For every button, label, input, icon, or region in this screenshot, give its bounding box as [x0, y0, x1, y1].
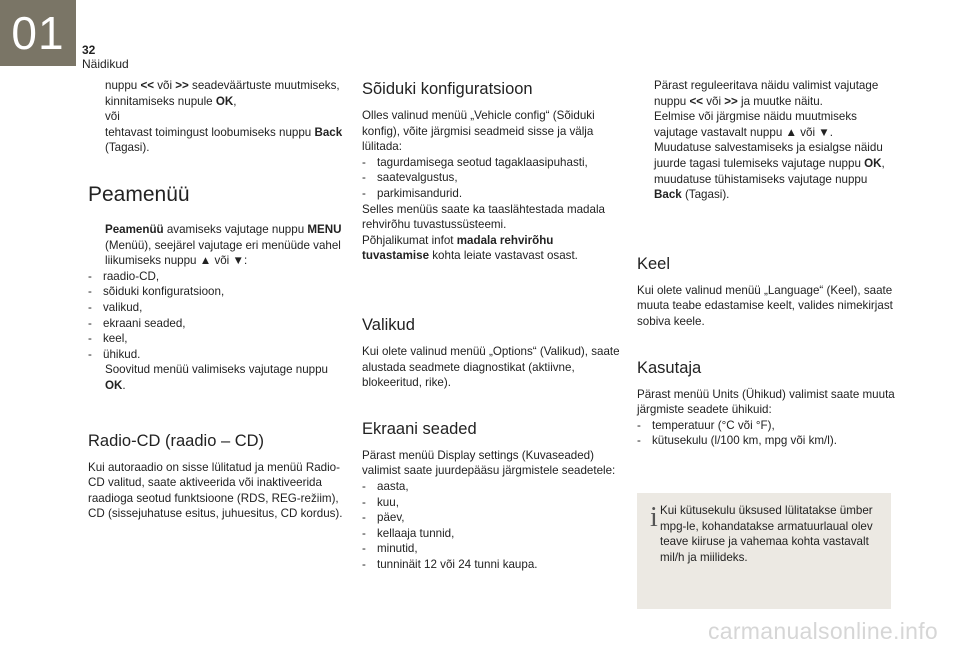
paragraph: Kui autoraadio on sisse lülitatud ja menüü Radio-CD valitud, saate aktiveerida või inaktiveerida raadioga seotud funktsioone (RDS, REG-režiim), CD (sissejuhatuse esitus, juhuesitus, CD kordus).: [88, 460, 343, 521]
paragraph: Pärast menüü Units (Ühikud) valimist saate muuta järgmiste seadete ühikuid:: [637, 387, 895, 417]
info-text: Kui kütusekulu üksused lülitatakse ümber mpg-le, kohandatakse armatuurlaual olev teave kiiruse ja vahemaa kohta vastavalt mil/h ja miilideks.: [660, 504, 873, 564]
list-item: - saatevalgustus,: [362, 171, 458, 185]
list-item: - tagurdamisega seotud tagaklaasipuhasti,: [362, 155, 588, 169]
paragraph: Olles valinud menüü „Vehicle config“ (Sõiduki konfig), võite järgmisi seadmeid sisse ja välja lülitada:: [362, 109, 595, 154]
forward-icon: >>: [724, 94, 738, 108]
list-item: - parkimisandurid.: [362, 186, 463, 200]
list-item: - päev,: [362, 511, 405, 525]
up-arrow-icon: ▲: [199, 254, 212, 268]
chapter-number: 01: [11, 7, 65, 59]
heading-ekraani-seaded: Ekraani seaded: [362, 419, 477, 438]
list-item: - keel,: [88, 332, 128, 346]
heading-peamenuu: Peamenüü: [88, 182, 190, 206]
forward-icon: >>: [175, 79, 189, 92]
column-1: [88, 78, 343, 522]
down-arrow-icon: ▼: [232, 254, 244, 268]
bullet-item: Soovitud menüü valimiseks vajutage nuppu OK.: [105, 363, 328, 392]
up-arrow-icon: ▲: [785, 125, 797, 139]
list-item: - aasta,: [362, 479, 409, 493]
column-3: [637, 78, 895, 449]
paragraph: Kui olete valinud menüü „Language“ (Keel), saate muuta teabe edastamise keelt, valides nimekirjast sobiva keele.: [637, 283, 893, 328]
heading-vehicle-config: Sõiduki konfiguratsioon: [362, 80, 533, 98]
list-item: - kuu,: [362, 495, 399, 509]
heading-valikud: Valikud: [362, 315, 415, 334]
rewind-icon: <<: [140, 79, 155, 92]
bullet-item: nuppu << või >> seadeväärtuste muutmiseks,: [105, 79, 340, 92]
list-item: - raadio-CD,: [88, 269, 160, 283]
list-item: - temperatuur (°C või °F),: [637, 418, 775, 432]
list-item: - ühikud.: [88, 347, 141, 361]
column-2: [362, 78, 620, 572]
paragraph: Põhjalikumat infot madala rehvirõhu tuvastamise kohta leiate vastavast osast.: [362, 233, 578, 263]
section-title: Näidikud: [82, 57, 129, 71]
list-item: - ekraani seaded,: [88, 316, 186, 330]
page-number: 32: [82, 43, 96, 57]
heading-keel: Keel: [637, 254, 671, 273]
info-icon: i: [650, 502, 658, 533]
text-line: või: [105, 110, 120, 124]
bullet-item: kinnitamiseks nupule OK,: [105, 94, 237, 108]
bullet-item: tehtavast toimingust loobumiseks nuppu Back (Tagasi).: [105, 125, 343, 155]
list-item: - kütusekulu (l/100 km, mpg või km/l).: [637, 434, 837, 448]
list-item: - kellaaja tunnid,: [362, 526, 455, 540]
list-item: - tunninäit 12 või 24 tunni kaupa.: [362, 557, 538, 571]
bullet-item: Peamenüü avamiseks vajutage nuppu MENU (Menüü), seejärel vajutage eri menüüde vahel liikumiseks nuppu ▲ või ▼:: [105, 222, 342, 268]
info-box: [637, 493, 891, 609]
list-item: - sõiduki konfiguratsioon,: [88, 285, 225, 299]
paragraph: Pärast menüü Display settings (Kuvaseaded) valimist saate juurdepääsu järgmistele seadetele:: [362, 448, 616, 478]
paragraph: Kui olete valinud menüü „Options“ (Valikud), saate alustada seadmete diagnostikat (aktiivne, blokeeritud, rike).: [362, 344, 620, 390]
watermark: carmanualsonline.info: [707, 618, 938, 644]
list-item: - valikud,: [88, 300, 143, 314]
list-item: - minutid,: [362, 542, 418, 556]
rewind-icon: <<: [689, 94, 704, 108]
paragraph: Selles menüüs saate ka taaslähtestada madala rehvirõhu tuvastussüsteemi.: [362, 202, 605, 232]
bullet-item: Muudatuse salvestamiseks ja esialgse näidu juurde tagasi tulemiseks vajutage nuppu OK, muudatuse tühistamiseks vajutage nuppu Back (Tagasi).: [654, 141, 885, 202]
heading-kasutaja: Kasutaja: [637, 358, 702, 377]
bullet-item: Pärast reguleeritava näidu valimist vajutage nuppu << või >> ja muutke näitu.: [654, 79, 879, 108]
down-arrow-icon: ▼: [818, 125, 830, 139]
chapter-tab: [0, 0, 76, 66]
heading-radio-cd: Radio-CD (raadio – CD): [88, 431, 265, 450]
bullet-item: Eelmise või järgmise näidu muutmiseks vajutage vastavalt nuppu ▲ või ▼.: [654, 110, 857, 139]
